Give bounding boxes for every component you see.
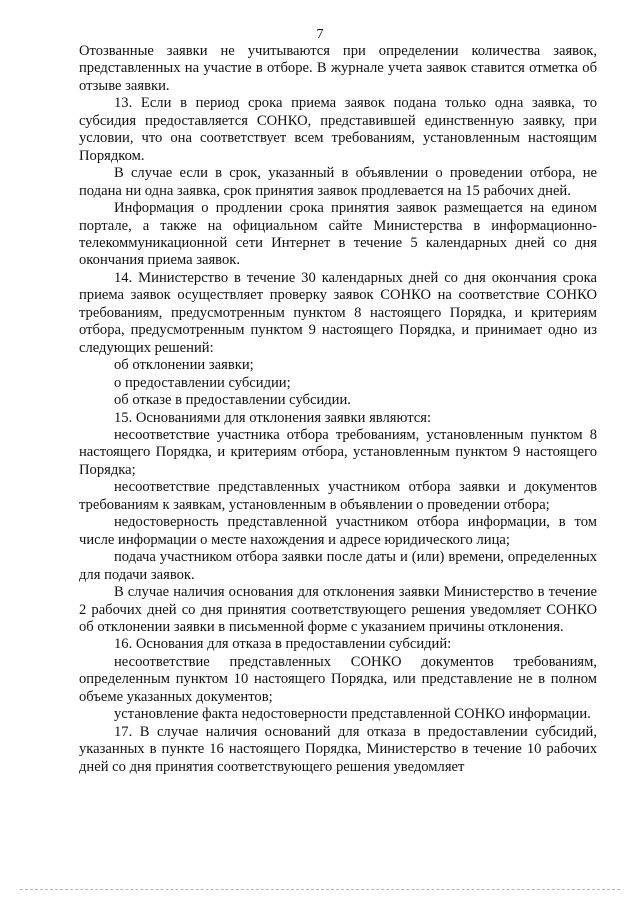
decision-option-grant: о предоставлении субсидии; <box>114 374 291 391</box>
rejection-ground-2: несоответствие представленных участником отбора заявки и документов требованиям к заявкам, установленным в объявлении о проведении отбора; <box>79 479 597 513</box>
paragraph-item-13: 13. Если в период срока приема заявок подана только одна заявка, то субсидия предоставляется СОНКО, представившей единственную заявку, при условии, что она соответствует всем требованиям, установленным настоящим Порядком. <box>79 95 597 164</box>
paragraph-withdrawn-applications: Отозванные заявки не учитываются при определении количества заявок, представленных на участие в отборе. В журнале учета заявок ставится отметка об отзыве заявки. <box>79 43 597 94</box>
page-number: 7 <box>316 27 324 42</box>
refusal-ground-1: несоответствие представленных СОНКО документов требованиям, определенным пунктом 10 настоящего Порядка, или представление не в полном объеме указанных документов; <box>79 653 597 705</box>
paragraph-no-applications: В случае если в срок, указанный в объявлении о проведении отбора, не подана ни одна заявка, срок принятия заявок продлевается на 15 рабочих дней. <box>79 165 597 199</box>
refusal-ground-2: установление факта недостоверности представленной СОНКО информации. <box>114 706 591 723</box>
paragraph-item-16: 16. Основания для отказа в предоставлении субсидий: <box>114 636 452 653</box>
document-body <box>79 43 597 776</box>
rejection-ground-4: подача участником отбора заявки после даты и (или) времени, определенных для подачи заявок. <box>79 549 597 583</box>
paragraph-extension-info: Информация о продлении срока принятия заявок размещается на едином портале, а также на официальном сайте Министерства в информационно-телекоммуникационной сети Интернет в течение 5 календарных дней со дня окончания приема заявок. <box>79 200 597 269</box>
scan-edge-divider <box>20 889 620 890</box>
paragraph-rejection-notice: В случае наличия основания для отклонения заявки Министерство в течение 2 рабочих дней со дня принятия соответствующего решения уведомляет СОНКО об отклонении заявки в письменной форме с указанием причины отклонения. <box>79 584 597 635</box>
paragraph-item-15: 15. Основаниями для отклонения заявки являются: <box>114 409 432 426</box>
paragraph-item-14: 14. Министерство в течение 30 календарных дней со дня окончания срока приема заявок осуществляет проверку заявок СОНКО на соответствие СОНКО требованиям, предусмотренным пунктом 8 настоящего Порядка, и критериям отбора, предусмотренным пунктом 9 настоящего Порядка, и принимает одно из следующих решений: <box>79 269 597 356</box>
decision-option-reject: об отклонении заявки; <box>114 357 254 374</box>
rejection-ground-1: несоответствие участника отбора требованиям, установленным пунктом 8 настоящего Порядка, и критериям отбора, установленным пунктом 9 настоящего Порядка; <box>79 426 597 478</box>
decision-option-refuse: об отказе в предоставлении субсидии. <box>114 392 351 409</box>
paragraph-item-17: 17. В случае наличия оснований для отказа в предоставлении субсидий, указанных в пункте 16 настоящего Порядка, Министерство в течение 10 рабочих дней со дня принятия соответствующего решения уведомляет <box>79 723 597 775</box>
rejection-ground-3: недостоверность представленной участником отбора информации, в том числе информации о месте нахождения и адресе юридического лица; <box>79 514 597 548</box>
